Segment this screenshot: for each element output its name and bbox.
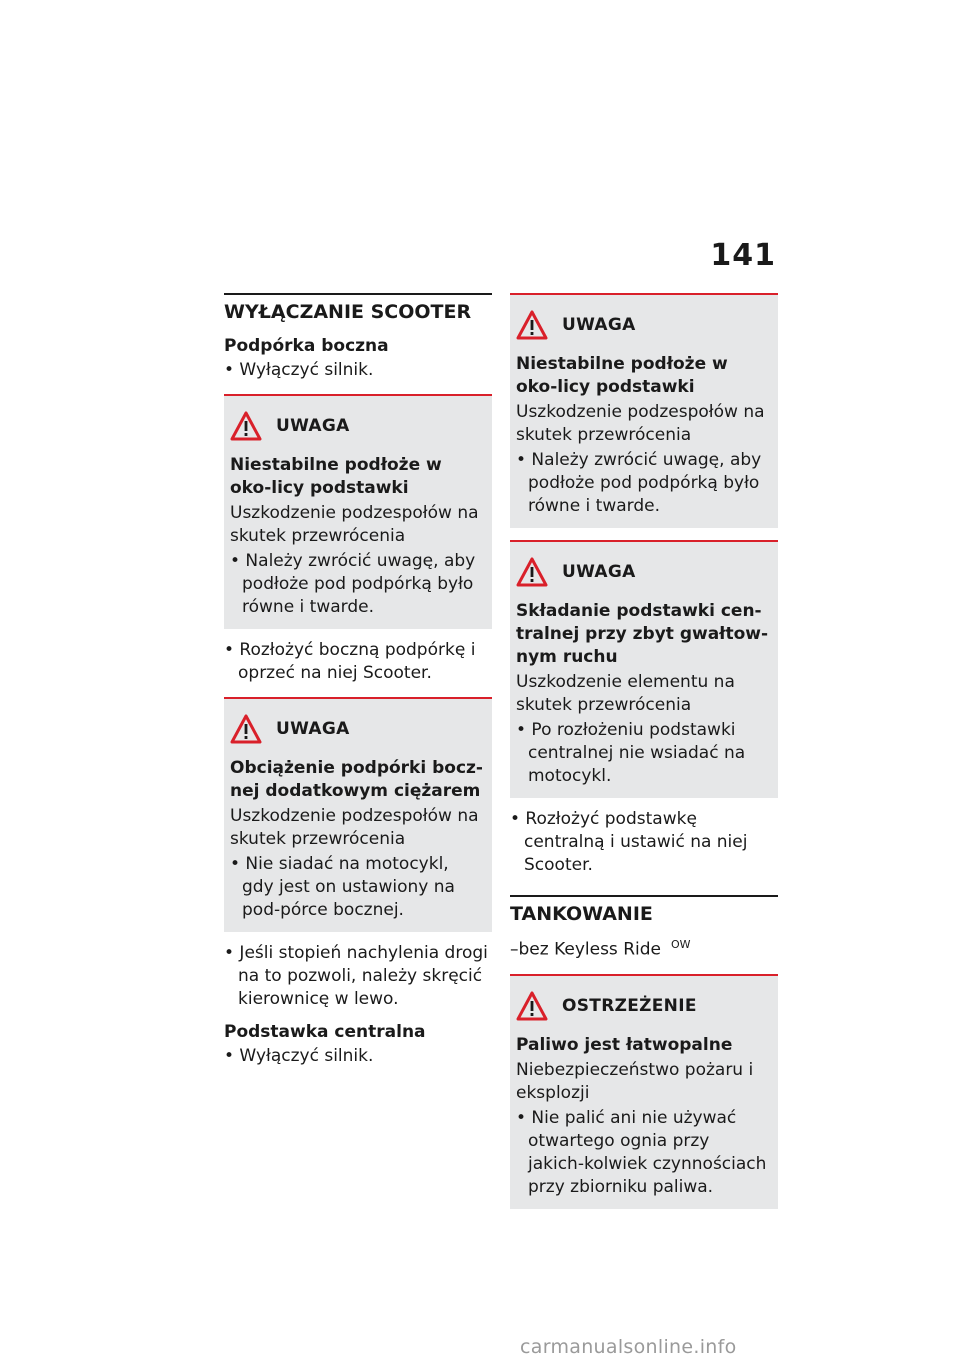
left-column <box>224 293 492 1068</box>
warning-header <box>516 988 770 1024</box>
warning-title: Niestabilne podłoże w oko-licy podstawki <box>516 354 728 397</box>
warning-box-side-stand-load <box>224 697 492 932</box>
warning-action: • Nie siadać na motocykl, gdy jest on ustawiony na pod-pórce bocznej. <box>230 854 455 920</box>
warning-consequence: Uszkodzenie podzespołów na skutek przewrócenia <box>516 402 765 445</box>
step-turn-handlebar: • Jeśli stopień nachylenia drogi na to pozwoli, należy skręcić kierownicę w lewo. <box>224 943 488 1009</box>
warning-label: UWAGA <box>276 719 350 739</box>
variant-label: –bez Keyless Ride <box>510 939 661 960</box>
warning-label: OSTRZEŻENIE <box>562 995 697 1016</box>
warning-box-uneven-ground <box>224 394 492 629</box>
warning-action: • Po rozłożeniu podstawki centralnej nie wsiadać na motocykl. <box>516 720 746 786</box>
section-title-shutdown: WYŁĄCZANIE SCOOTER <box>224 293 492 325</box>
warning-triangle-icon <box>516 557 548 587</box>
step-engine-off-2: • Wyłączyć silnik. <box>224 1046 374 1066</box>
warning-triangle-icon <box>516 310 548 340</box>
step-deploy-center-stand: • Rozłożyć podstawkę centralną i ustawić na niej Scooter. <box>510 809 748 875</box>
subheading-center-stand: Podstawka centralna <box>224 1022 426 1042</box>
warning-label: UWAGA <box>562 315 636 335</box>
warning-header <box>516 307 770 343</box>
warning-box-uneven-ground-center <box>510 293 778 528</box>
warning-consequence: Uszkodzenie podzespołów na skutek przewrócenia <box>230 806 479 849</box>
warning-title: Niestabilne podłoże w oko-licy podstawki <box>230 455 442 498</box>
warning-triangle-icon <box>516 991 548 1021</box>
variant-note <box>510 933 778 962</box>
right-column <box>510 293 778 1209</box>
warning-action: • Należy zwrócić uwagę, aby podłoże pod podpórką było równe i twarde. <box>516 450 762 516</box>
warning-title: Obciążenie podpórki bocz-nej dodatkowym ciężarem <box>230 758 483 801</box>
warning-consequence: Uszkodzenie podzespołów na skutek przewrócenia <box>230 503 479 546</box>
warning-box-center-stand-motion <box>510 540 778 798</box>
warning-title: Paliwo jest łatwopalne <box>516 1034 733 1055</box>
variant-code: OW <box>670 938 691 951</box>
warning-label: UWAGA <box>276 416 350 436</box>
warning-triangle-icon <box>230 714 262 744</box>
warning-consequence: Uszkodzenie elementu na skutek przewrócenia <box>516 672 735 715</box>
warning-header <box>516 554 770 590</box>
page-number: 141 <box>710 238 776 273</box>
section-title-refueling: TANKOWANIE <box>510 895 778 927</box>
warning-action: • Należy zwrócić uwagę, aby podłoże pod podpórką było równe i twarde. <box>230 551 476 617</box>
warning-header <box>230 711 484 747</box>
warning-consequence: Niebezpieczeństwo pożaru i eksplozji <box>516 1059 754 1103</box>
warning-title: Składanie podstawki cen-tralnej przy zbyt gwałtow-nym ruchu <box>516 601 769 667</box>
warning-box-flammable-fuel <box>510 974 778 1209</box>
warning-header <box>230 408 484 444</box>
watermark: carmanualsonline.info <box>520 1336 737 1358</box>
warning-label: UWAGA <box>562 562 636 582</box>
step-deploy-side-stand: • Rozłożyć boczną podpórkę i oprzeć na niej Scooter. <box>224 640 476 683</box>
warning-action: • Nie palić ani nie używać otwartego ognia przy jakich-kolwiek czynnościach przy zbiorniku paliwa. <box>516 1107 767 1197</box>
step-engine-off: • Wyłączyć silnik. <box>224 360 374 380</box>
subheading-side-stand: Podpórka boczna <box>224 336 389 356</box>
warning-triangle-icon <box>230 411 262 441</box>
